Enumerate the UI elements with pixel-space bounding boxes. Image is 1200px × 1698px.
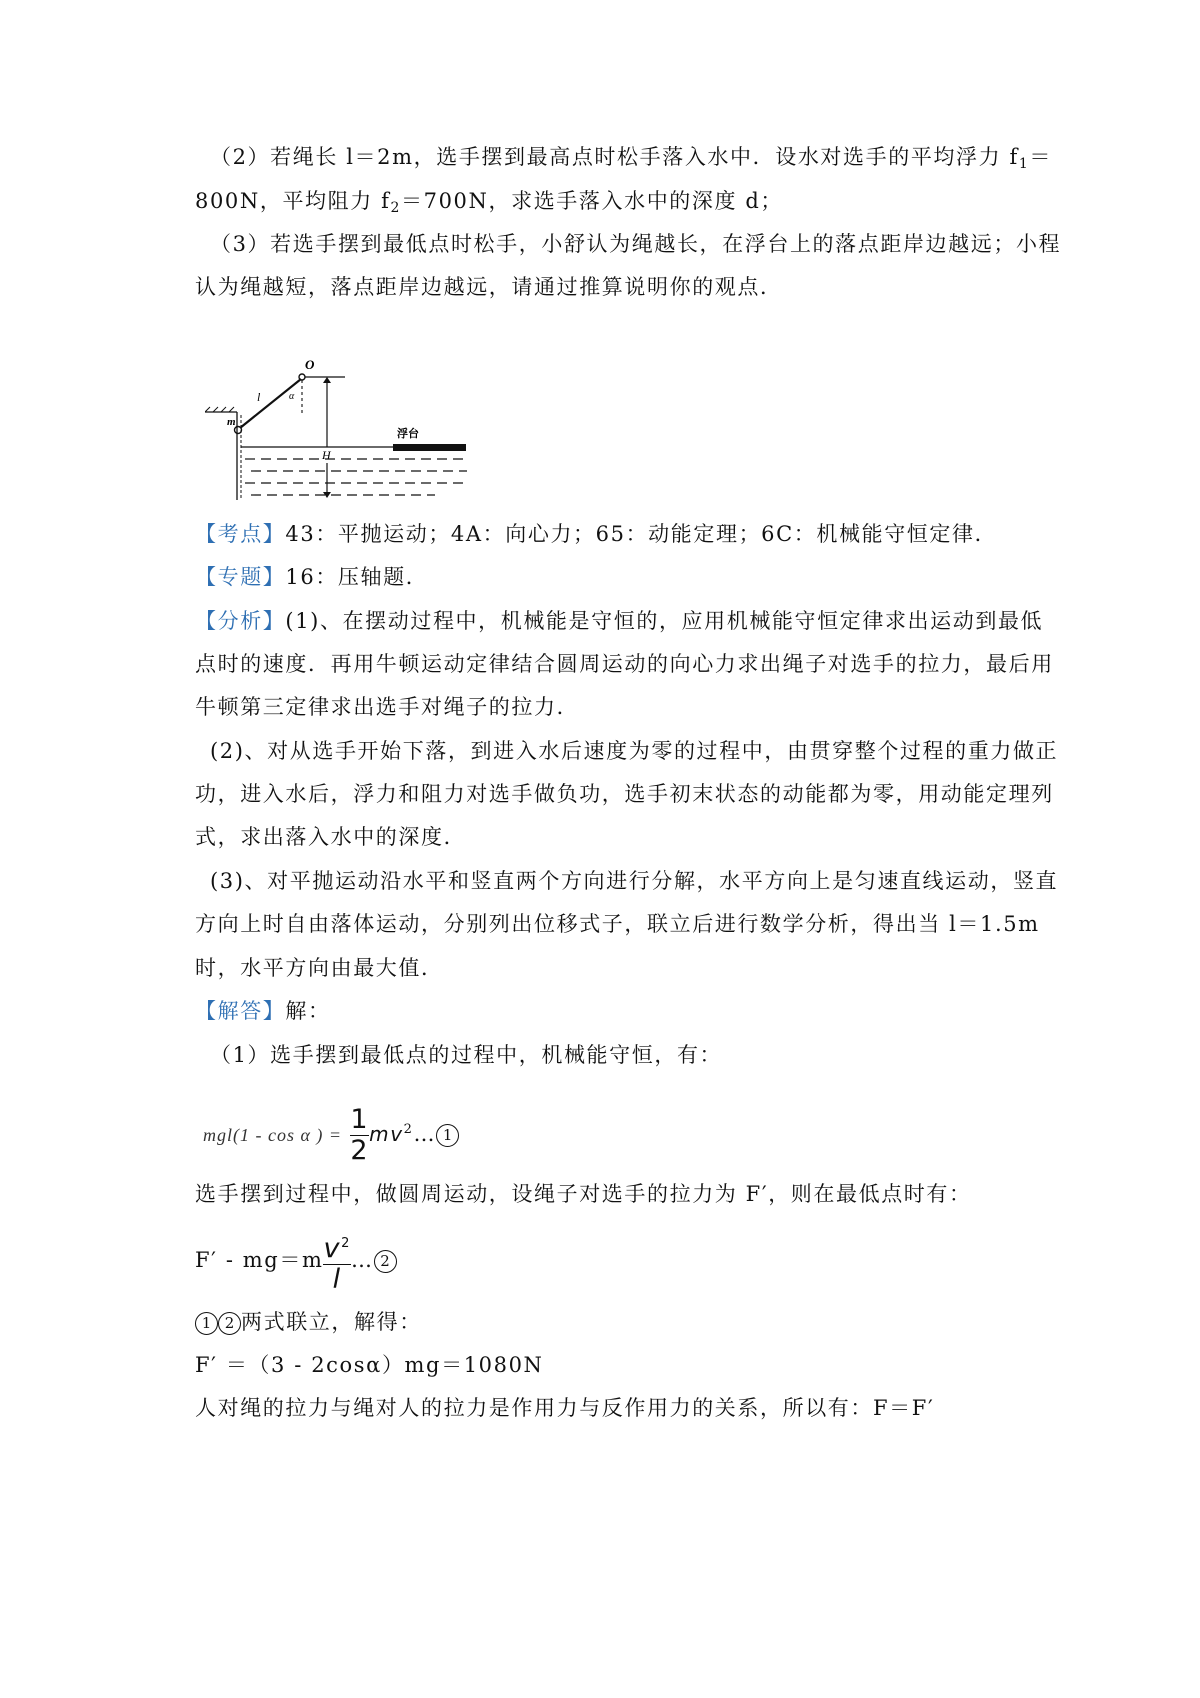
fenxi-line-7: (3)、对平抛运动沿水平和竖直两个方向进行分解，水平方向上是匀速直线运动，竖直 (210, 869, 1059, 893)
fenxi-line-2: 点时的速度．再用牛顿运动定律结合圆周运动的向心力求出绳子对选手的拉力，最后用 (195, 652, 1054, 676)
zhuanti-tag: 【专题】 (195, 565, 286, 589)
equation-2: F′ - mg＝m $\frac{v^2}{l}$ … 2 (195, 1225, 397, 1297)
solution-step-2: 选手摆到过程中，做圆周运动，设绳子对选手的拉力为 F′，则在最低点时有： (195, 1182, 972, 1206)
zhuanti-line: 【专题】16：压轴题． (195, 565, 429, 589)
solution-step-1: （1）选手摆到最低点的过程中，机械能守恒，有： (210, 1043, 723, 1067)
solution-step-5: 人对绳的拉力与绳对人的拉力是作用力与反作用力的关系，所以有：F＝F′ (195, 1396, 935, 1420)
label-m: m (227, 416, 236, 428)
equation-2-lhs: F′ - mg＝m (195, 1248, 324, 1272)
label-alpha: α (289, 391, 295, 402)
question-2-line-1: （2）若绳长 l＝2m，选手摆到最高点时松手落入水中．设水对选手的平均浮力 $f_1=$ (210, 145, 1052, 172)
question-2-line-2: 800N，平均阻力 $f_2=700N$，求选手落入水中的深度 d； (195, 189, 784, 216)
question-3-line-1: （3）若选手摆到最低点时松手，小舒认为绳越长，在浮台上的落点距岸边越远；小程 (210, 232, 1062, 256)
label-o: O (305, 357, 315, 372)
fenxi-line-8: 方向上时自由落体运动，分别列出位移式子，联立后进行数学分析，得出当 l＝1.5m (195, 912, 1040, 936)
equation-1: mgl(1 - cos α ) = $\frac{1}{2}$ $mv^2\dots$ 1 (203, 1095, 459, 1167)
fenxi-line-4: (2)、对从选手开始下落，到进入水后速度为零的过程中，由贯穿整个过程的重力做正 (210, 739, 1059, 763)
solution-step-3: 1 2 两式联立，解得： (195, 1307, 422, 1337)
question-3-line-2: 认为绳越短，落点距岸边越远，请通过推算说明你的观点． (195, 275, 783, 299)
equation-marker-2: 2 (374, 1250, 397, 1273)
jieda-tag: 【解答】 (195, 999, 286, 1023)
fenxi-line-1: 【分析】(1)、在摆动过程中，机械能是守恒的，应用机械能守恒定律求出运动到最低 (195, 609, 1044, 633)
equation-1-lhs: mgl(1 - cos α ) = (203, 1125, 343, 1145)
equation-marker-1: 1 (436, 1124, 459, 1147)
solution-result: F′ ＝（3 - 2cosα）mg＝1080N (195, 1353, 544, 1377)
kaodian-tag: 【考点】 (195, 522, 286, 546)
jieda-line: 【解答】解： (195, 999, 331, 1023)
fenxi-line-5: 功，进入水后，浮力和阻力对选手做负功，选手初末状态的动能都为零，用动能定理列 (195, 782, 1054, 806)
kaodian-line: 【考点】43：平抛运动；4A：向心力；65：动能定理；6C：机械能守恒定律． (195, 522, 998, 546)
marker-2-ref: 2 (218, 1312, 241, 1335)
marker-1-ref: 1 (195, 1312, 218, 1335)
fenxi-line-3: 牛顿第三定律求出选手对绳子的拉力． (195, 695, 580, 719)
fenxi-line-6: 式，求出落入水中的深度． (195, 825, 467, 849)
pendulum-figure (205, 355, 485, 515)
equation-2-fraction: $\frac{v^2}{l}$ (323, 1232, 351, 1295)
label-l: l (257, 390, 261, 404)
label-h: H (322, 448, 331, 462)
floating-platform (393, 444, 466, 451)
equation-1-fraction: $\frac{1}{2}$ (350, 1104, 370, 1166)
label-platform: 浮台 (397, 427, 419, 440)
fenxi-line-9: 时，水平方向由最大值． (195, 956, 444, 980)
rope-line (240, 379, 301, 428)
fenxi-tag: 【分析】 (195, 609, 286, 633)
